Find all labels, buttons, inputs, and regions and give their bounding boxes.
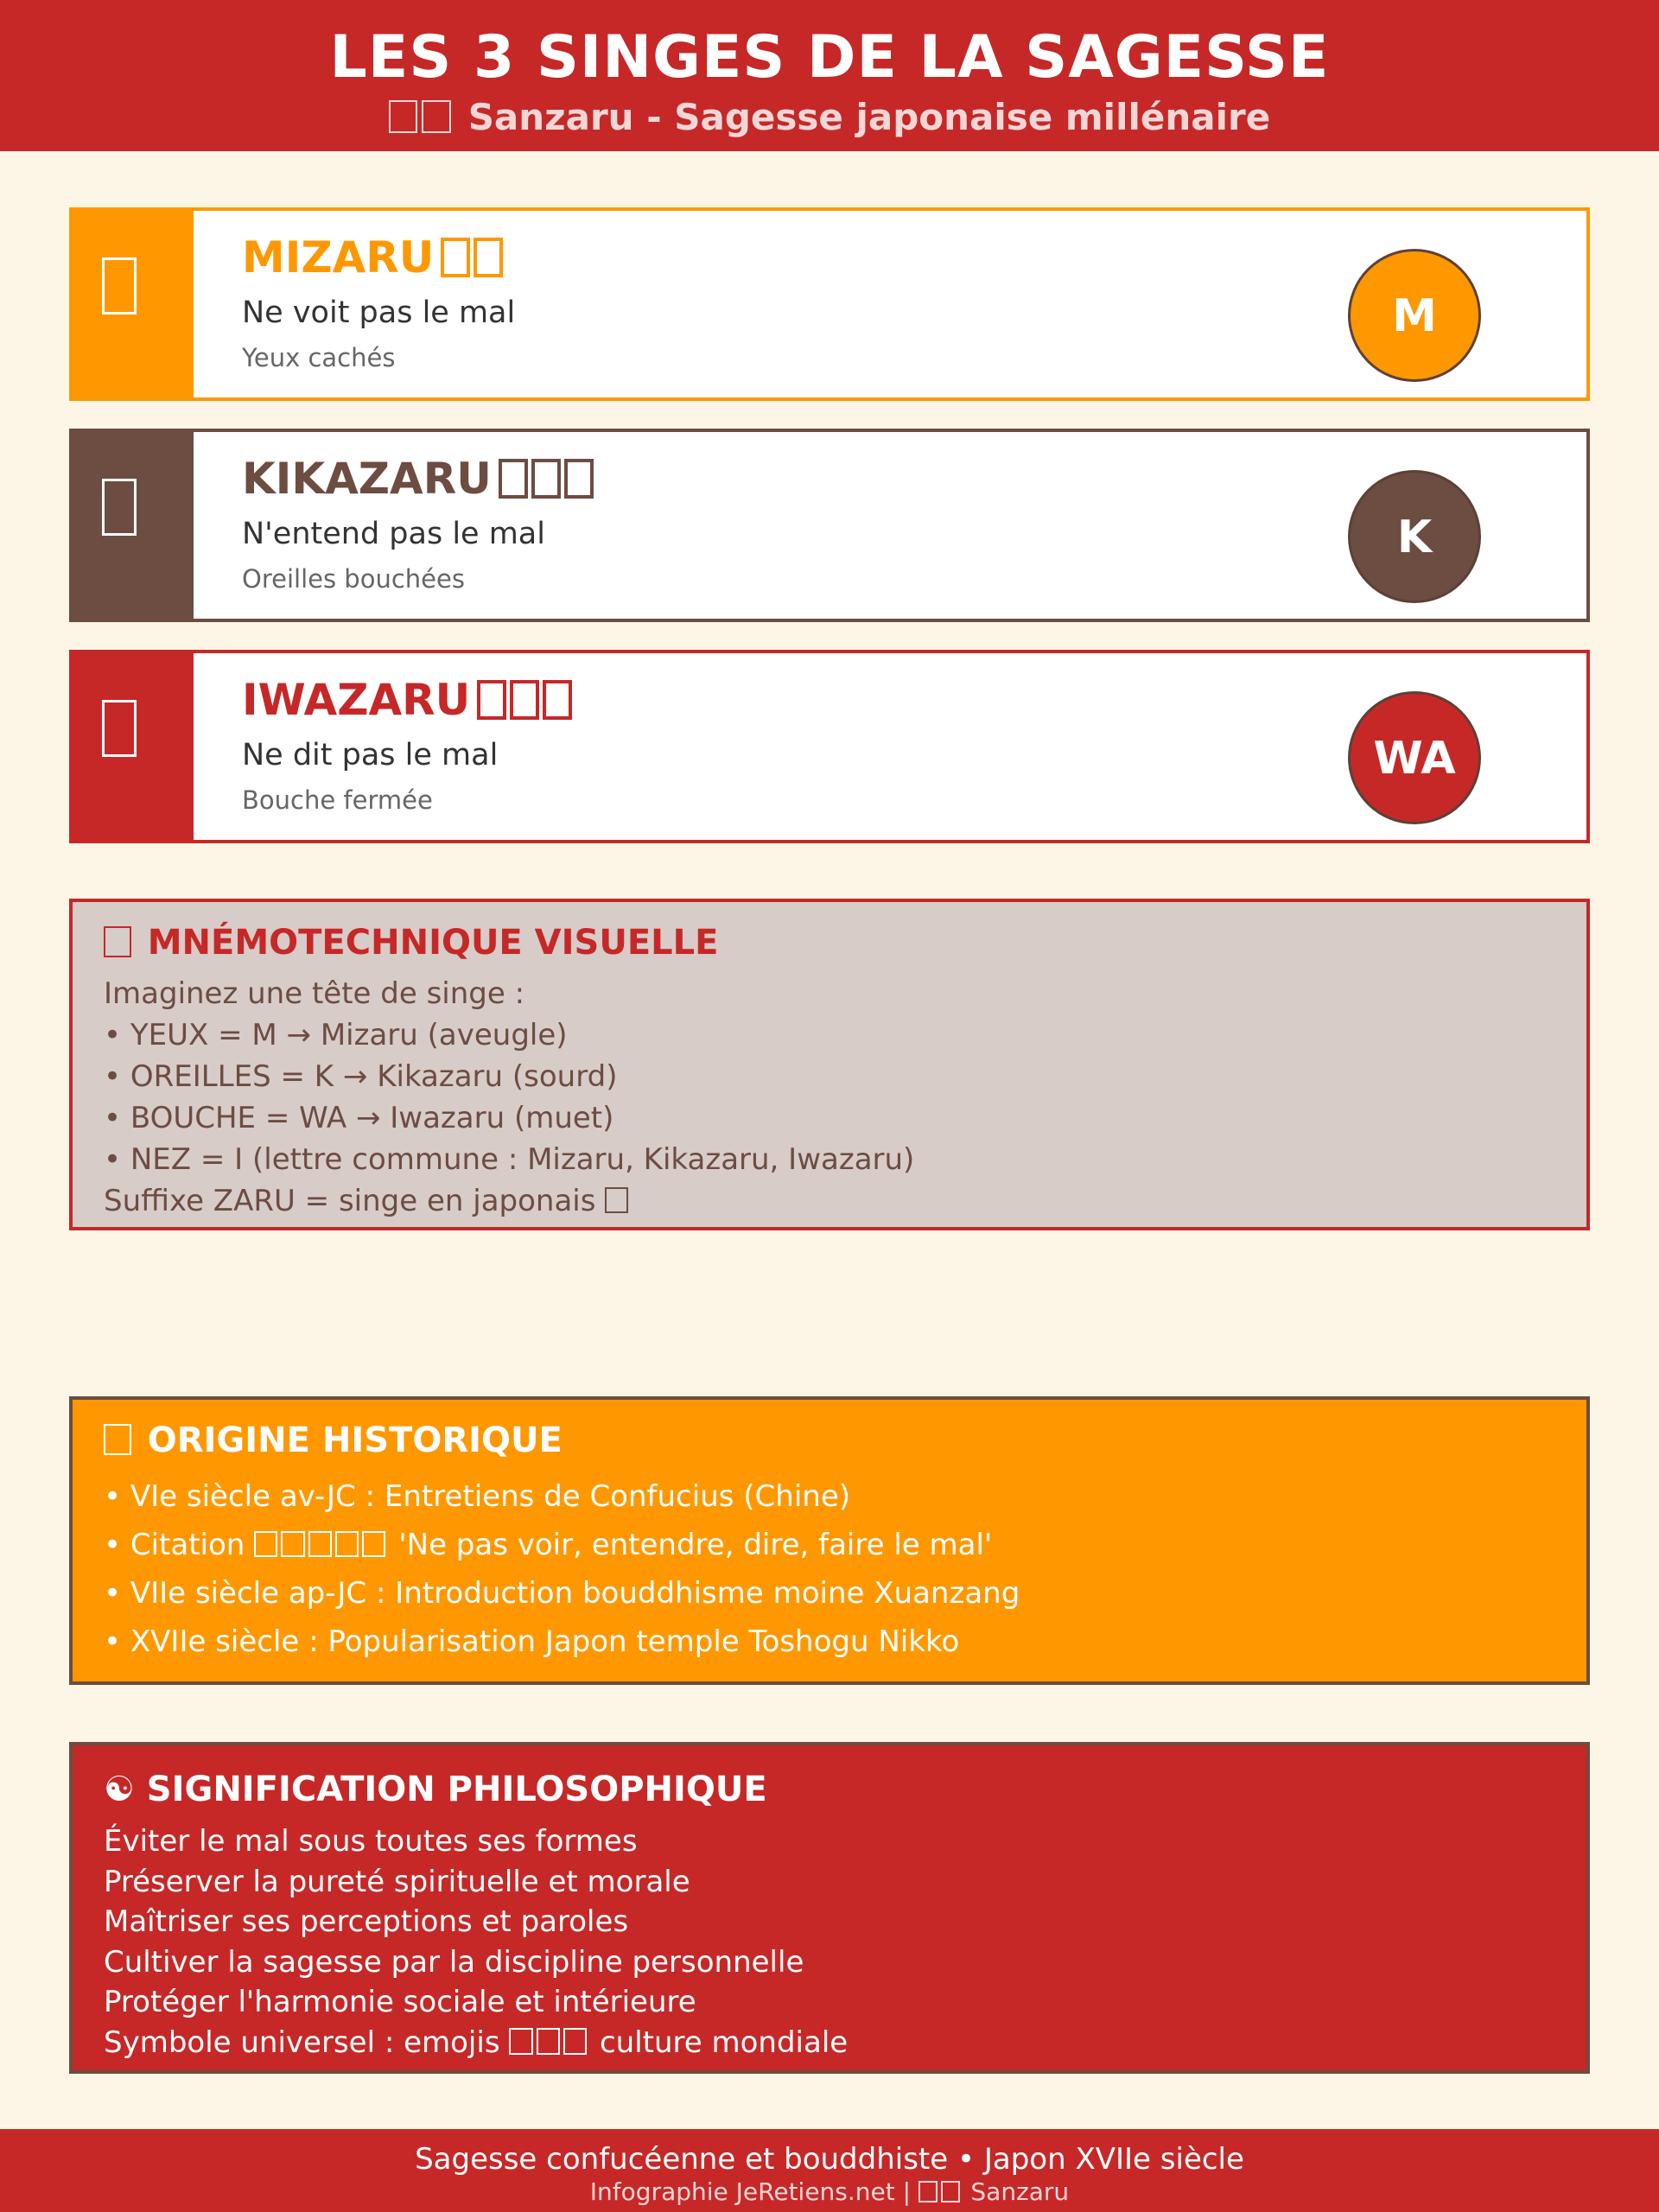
kana-glyphs-icon bbox=[499, 456, 597, 496]
monkey-card-kikazaru bbox=[69, 429, 1590, 622]
subtitle-text: Sanzaru - Sagesse japonaise millénaire bbox=[467, 96, 1271, 138]
chinese-character-icon bbox=[281, 1531, 304, 1558]
monkey-name bbox=[242, 451, 597, 506]
letter-badge: WA bbox=[1348, 691, 1481, 824]
monkey-description: Ne dit pas le mal bbox=[242, 738, 499, 772]
panel-title-text: SIGNIFICATION PHILOSOPHIQUE bbox=[146, 1770, 767, 1809]
footer-credit: Infographie JeRetiens.net | Sanzaru bbox=[589, 2177, 1070, 2206]
mnemo-line: • BOUCHE = WA → Iwazaru (muet) bbox=[104, 1101, 614, 1135]
chinese-character-icon bbox=[362, 1531, 385, 1558]
page-title: LES 3 SINGES DE LA SAGESSE bbox=[329, 23, 1330, 92]
speak-no-evil-monkey-icon bbox=[102, 700, 137, 757]
monkey-name bbox=[242, 672, 575, 728]
panel-lines bbox=[104, 1821, 848, 2063]
mnemo-line: Imaginez une tête de singe : bbox=[104, 976, 525, 1011]
see-no-evil-monkey-icon bbox=[102, 257, 137, 315]
monkey-glyph-icon bbox=[605, 1187, 628, 1214]
header-banner bbox=[0, 0, 1659, 151]
yin-yang-icon: ☯ bbox=[104, 1770, 135, 1809]
monkey-name-text: KIKAZARU bbox=[242, 454, 492, 504]
philosophy-panel bbox=[69, 1742, 1590, 2074]
panel-lines bbox=[104, 1472, 1020, 1666]
monkey-card-mizaru bbox=[69, 207, 1590, 401]
philo-line: Préserver la pureté spirituelle et morale bbox=[104, 1864, 690, 1899]
philo-line: Cultiver la sagesse par la discipline personnelle bbox=[104, 1944, 804, 1980]
monkey-emoji-icon bbox=[537, 2028, 560, 2055]
footer-banner bbox=[0, 2129, 1659, 2212]
mnemo-line: • NEZ = I (lettre commune : Mizaru, Kikazaru, Iwazaru) bbox=[104, 1142, 915, 1177]
origin-line-citation: • Citation 'Ne pas voir, entendre, dire, faire le mal' bbox=[104, 1528, 993, 1562]
kanji-glyph-icon bbox=[389, 100, 418, 133]
origin-line: • VIe siècle av-JC : Entretiens de Confucius (Chine) bbox=[104, 1479, 850, 1514]
chinese-character-icon bbox=[335, 1531, 359, 1558]
card-side-band bbox=[73, 653, 194, 840]
hear-no-evil-monkey-icon bbox=[102, 479, 137, 536]
chinese-character-icon bbox=[254, 1531, 277, 1558]
footer-line: Sagesse confucéenne et bouddhiste • Japon XVIIe siècle bbox=[415, 2142, 1244, 2177]
kanji-glyph-icon bbox=[941, 2181, 960, 2202]
origin-panel bbox=[69, 1396, 1590, 1685]
letter-badge: M bbox=[1348, 249, 1481, 382]
kanji-glyph-icon bbox=[918, 2181, 938, 2202]
card-side-band bbox=[73, 432, 194, 619]
philo-line: Maîtriser ses perceptions et paroles bbox=[104, 1904, 629, 1939]
monkey-name-text: MIZARU bbox=[242, 232, 435, 283]
monkey-name bbox=[242, 230, 506, 285]
mnemo-line: • YEUX = M → Mizaru (aveugle) bbox=[104, 1018, 568, 1052]
philo-line-emoji: Symbole universel : emojis culture mondiale bbox=[104, 2024, 849, 2060]
monkey-name-text: IWAZARU bbox=[242, 675, 471, 725]
panel-title-text: ORIGINE HISTORIQUE bbox=[147, 1421, 563, 1460]
panel-title-text: MNÉMOTECHNIQUE VISUELLE bbox=[147, 923, 719, 963]
monkey-card-iwazaru bbox=[69, 650, 1590, 843]
monkey-note: Yeux cachés bbox=[242, 343, 396, 372]
scroll-icon bbox=[104, 1424, 131, 1455]
origin-line: • VIIe siècle ap-JC : Introduction bouddhisme moine Xuanzang bbox=[104, 1576, 1020, 1611]
card-side-band bbox=[73, 211, 194, 397]
monkey-note: Oreilles bouchées bbox=[242, 564, 465, 594]
monkey-note: Bouche fermée bbox=[242, 785, 433, 815]
chinese-character-icon bbox=[308, 1531, 332, 1558]
origin-line: • XVIIe siècle : Popularisation Japon temple Toshogu Nikko bbox=[104, 1624, 960, 1659]
kanji-glyph-icon bbox=[422, 100, 451, 133]
page-subtitle bbox=[0, 95, 1659, 140]
panel-title bbox=[104, 1419, 563, 1462]
kana-glyphs-icon bbox=[441, 235, 506, 275]
panel-title bbox=[104, 921, 718, 964]
lightbulb-icon bbox=[104, 926, 131, 957]
letter-badge: K bbox=[1348, 470, 1481, 603]
monkey-emoji-icon bbox=[509, 2028, 532, 2055]
mnemonic-panel bbox=[69, 899, 1590, 1230]
panel-lines bbox=[104, 973, 914, 1222]
mnemo-line: • OREILLES = K → Kikazaru (sourd) bbox=[104, 1059, 618, 1094]
panel-title bbox=[104, 1764, 767, 1815]
philo-line: Éviter le mal sous toutes ses formes bbox=[104, 1824, 638, 1859]
monkey-description: Ne voit pas le mal bbox=[242, 296, 516, 330]
mnemo-line-suffix: Suffixe ZARU = singe en japonais bbox=[104, 1180, 914, 1222]
philo-line: Protéger l'harmonie sociale et intérieure bbox=[104, 1985, 696, 2019]
monkey-emoji-icon bbox=[563, 2028, 587, 2055]
kana-glyphs-icon bbox=[477, 677, 575, 717]
monkey-description: N'entend pas le mal bbox=[242, 517, 545, 551]
